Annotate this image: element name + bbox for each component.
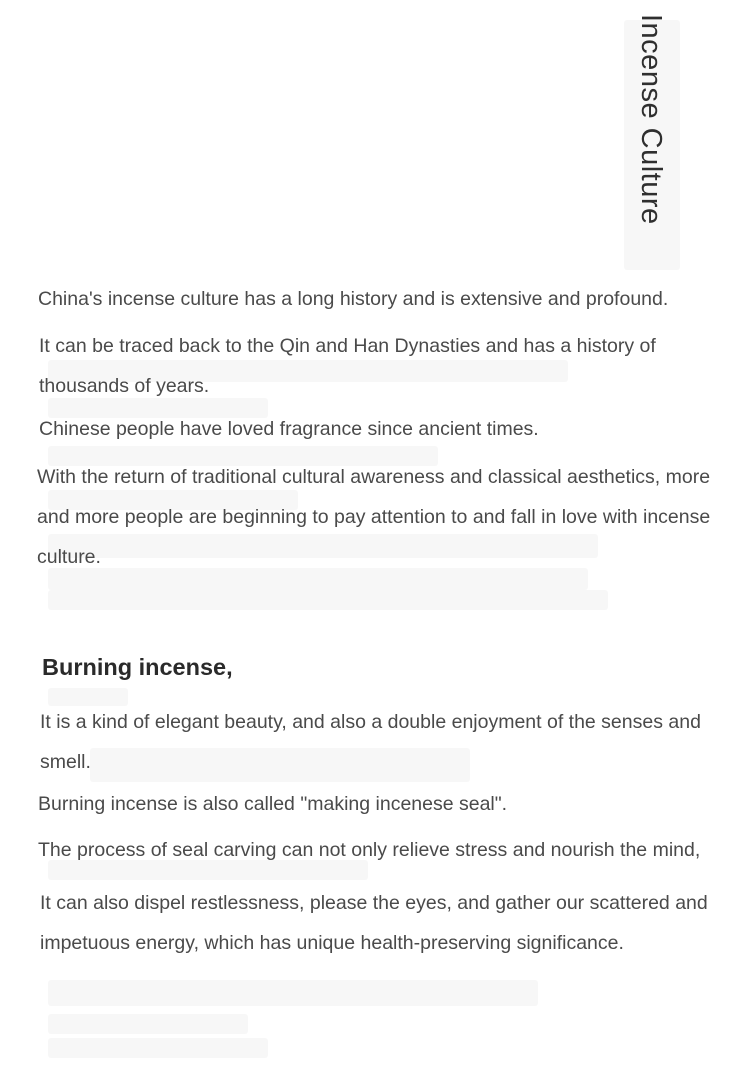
- section-paragraph: It can also dispel restlessness, please the eyes, and gather our scattered and impetuous energy, which has unique health-preserving significance.: [40, 892, 708, 954]
- watermark-block: [48, 1014, 248, 1034]
- intro-paragraph: China's incense culture has a long history and is extensive and profound.: [38, 288, 669, 310]
- section-paragraph: It is a kind of elegant beauty, and also a double enjoyment of the senses and smell.: [40, 711, 701, 773]
- section-paragraph: The process of seal carving can not only relieve stress and nourish the mind,: [38, 839, 701, 861]
- watermark-block: [48, 1038, 268, 1058]
- intro-paragraph: Chinese people have loved fragrance since ancient times.: [39, 418, 539, 440]
- section-heading: Burning incense,: [42, 654, 233, 680]
- watermark-block: [48, 590, 608, 610]
- watermark-block: [48, 980, 538, 1006]
- page-title: Incense Culture: [635, 14, 667, 225]
- section-paragraph: Burning incense is also called "making incenese seal".: [38, 793, 508, 815]
- intro-paragraph: It can be traced back to the Qin and Han Dynasties and has a history of thousands of years.: [39, 335, 656, 397]
- intro-paragraph: With the return of traditional cultural awareness and classical aesthetics, more and more people are beginning to pay attention to and fall in love with incense culture.: [37, 466, 711, 568]
